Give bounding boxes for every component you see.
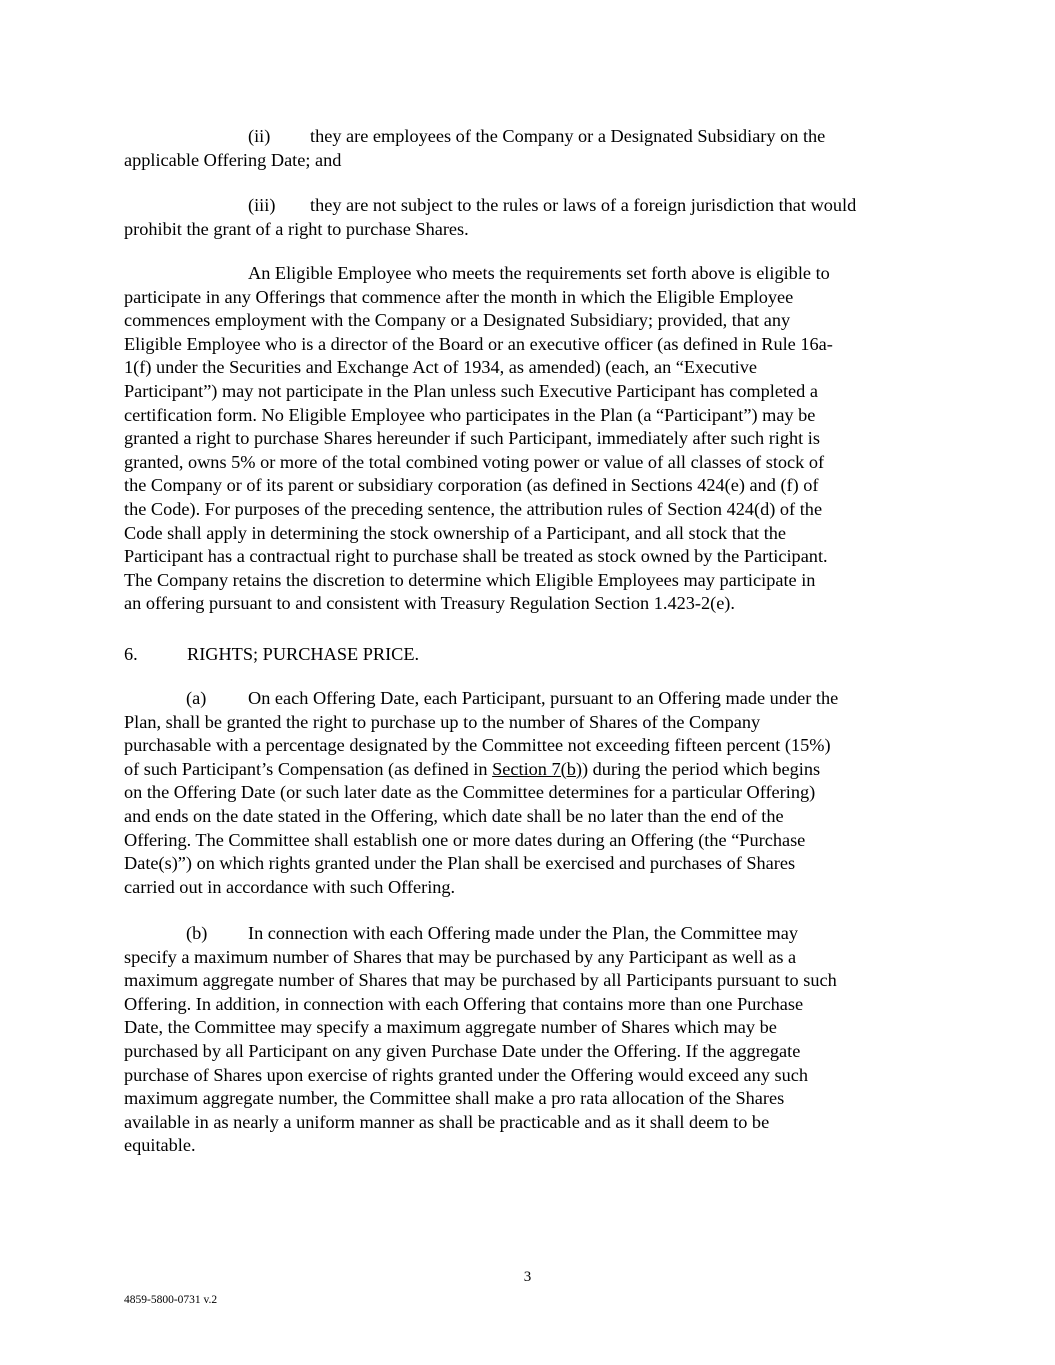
clause-ii-first-line: (ii) they are employees of the Company or a Designated Subsidiary on the (124, 125, 936, 149)
clause-a-line: Offering. The Committee shall establish one or more dates during an Offering (the “Purchase (124, 829, 806, 850)
clause-b-line: available in as nearly a uniform manner as shall be practicable and as it shall deem to be (124, 1111, 770, 1132)
clause-a-line: carried out in accordance with such Offering. (124, 876, 456, 897)
paragraph-line: the Company or of its parent or subsidiary corporation (as defined in Sections 424(e) and (f) of (124, 475, 819, 496)
clause-iii-first-line: (iii) they are not subject to the rules or laws of a foreign jurisdiction that would (124, 194, 936, 218)
clause-b-line: specify a maximum number of Shares that may be purchased by any Participant as well as a (124, 946, 797, 967)
clause-b-first-line: (b) In connection with each Offering made under the Plan, the Committee may (124, 922, 936, 946)
section-6-heading (124, 643, 936, 667)
clause-b (124, 922, 936, 1158)
clause-a-line: on the Offering Date (or such later date as the Committee determines for a particular Offering) (124, 782, 816, 803)
paragraph-line: Participant”) may not participate in the Plan unless such Executive Participant has completed a (124, 380, 818, 401)
paragraph-line: Eligible Employee who is a director of the Board or an executive officer (as defined in Rule 16a- (124, 333, 833, 354)
clause-a-reference-line: of such Participant’s Compensation (as defined in Section 7(b)) during the period which begins (124, 758, 821, 779)
eligibility-paragraph (124, 262, 936, 616)
paragraph-line: commences employment with the Company or a Designated Subsidiary; provided, that any (124, 310, 791, 331)
clause-iii-line: prohibit the grant of a right to purchase Shares. (124, 218, 469, 239)
clause-a-line: Plan, shall be granted the right to purchase up to the number of Shares of the Company (124, 711, 761, 732)
clause-iii (124, 194, 936, 241)
section-7b-reference: Section 7(b) (492, 758, 582, 779)
clause-a-line: Date(s)”) on which rights granted under the Plan shall be exercised and purchases of Shares (124, 853, 796, 874)
paragraph-line: An Eligible Employee who meets the requirements set forth above is eligible to (248, 263, 830, 283)
paragraph-line: Participant has a contractual right to purchase shall be treated as stock owned by the Participant. (124, 546, 828, 567)
page-number: 3 (523, 1269, 532, 1285)
section-6-title: RIGHTS; PURCHASE PRICE. (187, 644, 420, 664)
document-id: 4859-5800-0731 v.2 (124, 1294, 218, 1306)
paragraph-line: Code shall apply in determining the stock ownership of a Participant, and all stock that the (124, 522, 787, 543)
clause-b-line: purchased by all Participant on any given Purchase Date under the Offering. If the aggregate (124, 1040, 801, 1061)
paragraph-line: the Code). For purposes of the preceding sentence, the attribution rules of Section 424(d) of the (124, 498, 823, 519)
paragraph-line: 1(f) under the Securities and Exchange Act of 1934, as amended) (each, an “Executive (124, 357, 757, 378)
clause-b-label: (b) (186, 923, 208, 943)
clause-b-line: purchase of Shares upon exercise of rights granted under the Offering would exceed any such (124, 1064, 808, 1085)
paragraph-line: certification form. No Eligible Employee who participates in the Plan (a “Participant”) may be (124, 404, 816, 425)
clause-ii (124, 125, 936, 172)
paragraph-line: granted, owns 5% or more of the total combined voting power or value of all classes of stock of (124, 451, 825, 472)
clause-iii-label: (iii) (248, 195, 276, 215)
clause-b-line: maximum aggregate number of Shares that may be purchased by all Participants pursuant to such (124, 970, 837, 991)
clause-b-line: maximum aggregate number, the Committee shall make a pro rata allocation of the Shares (124, 1088, 785, 1109)
clause-a-line: purchasable with a percentage designated by the Committee not exceeding fifteen percent (15%) (124, 735, 831, 756)
paragraph-line: an offering pursuant to and consistent with Treasury Regulation Section 1.423-2(e). (124, 593, 735, 614)
paragraph-line: participate in any Offerings that commence after the month in which the Eligible Employee (124, 286, 794, 307)
clause-ii-label: (ii) (248, 126, 271, 146)
section-6-number: 6. (124, 644, 138, 664)
clause-a-label: (a) (186, 688, 207, 708)
clause-b-line: equitable. (124, 1135, 196, 1156)
clause-a-line: and ends on the date stated in the Offering, which date shall be no later than the end of the (124, 805, 784, 826)
paragraph-line: The Company retains the discretion to determine which Eligible Employees may participate in (124, 569, 816, 590)
paragraph-line: granted a right to purchase Shares hereunder if such Participant, immediately after such right is (124, 428, 820, 449)
clause-ii-line: applicable Offering Date; and (124, 149, 342, 170)
clause-b-line: Date, the Committee may specify a maximum aggregate number of Shares which may be (124, 1017, 777, 1038)
clause-b-line: Offering. In addition, in connection with each Offering that contains more than one Purchase (124, 993, 804, 1014)
clause-a (124, 687, 936, 899)
clause-a-first-line: (a) On each Offering Date, each Participant, pursuant to an Offering made under the (124, 687, 936, 711)
